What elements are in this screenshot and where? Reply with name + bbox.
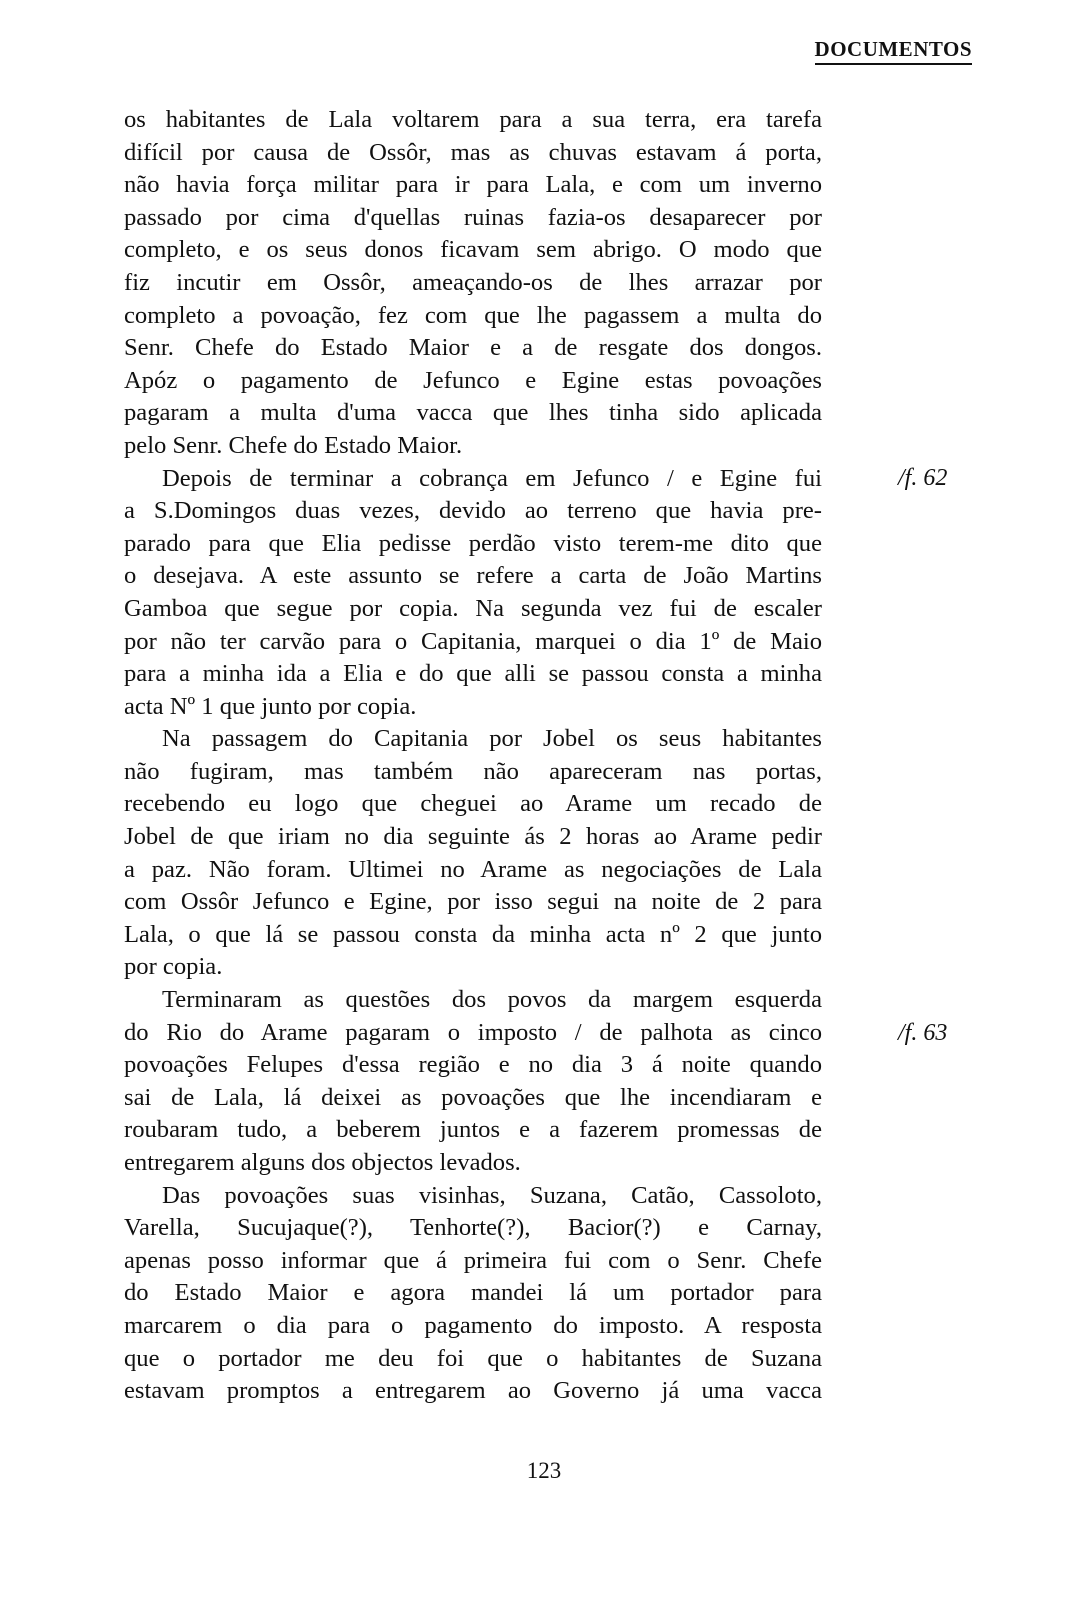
text-line: do Estado Maior e agora mandei lá um portador para bbox=[124, 1279, 822, 1307]
text-line: parado para que Elia pedisse perdão visto terem-me dito que bbox=[124, 529, 822, 557]
text-line: povoações Felupes d'essa região e no dia 3 á noite quando bbox=[124, 1051, 822, 1079]
text-line: sai de Lala, lá deixei as povoações que lhe incendiaram e bbox=[124, 1083, 822, 1111]
text-line: fiz incutir em Ossôr, ameaçando-os de lhes arrazar por bbox=[124, 268, 822, 296]
margin-note-folio-63: /f. 63 bbox=[898, 1020, 948, 1046]
text-line: completo a povoação, fez com que lhe pagassem a multa do bbox=[124, 301, 822, 329]
text-line: Gamboa que segue por copia. Na segunda vez fui de escaler bbox=[124, 594, 822, 622]
text-line: Lala, o que lá se passou consta da minha acta nº 2 que junto bbox=[124, 920, 822, 948]
text-line: Jobel de que iriam no dia seguinte ás 2 horas ao Arame pedir bbox=[124, 823, 822, 851]
text-line: do Rio do Arame pagaram o imposto / de palhota as cinco bbox=[124, 1018, 822, 1046]
text-line: acta Nº 1 que junto por copia. bbox=[124, 692, 417, 720]
text-line: recebendo eu logo que cheguei ao Arame um recado de bbox=[124, 790, 822, 818]
text-line: completo, e os seus donos ficavam sem abrigo. O modo que bbox=[124, 236, 822, 264]
margin-note-folio-62: /f. 62 bbox=[898, 465, 948, 491]
text-line: entregarem alguns dos objectos levados. bbox=[124, 1149, 521, 1176]
text-line: o desejava. A este assunto se refere a carta de João Martins bbox=[124, 562, 822, 590]
text-line: Varella, Sucujaque(?), Tenhorte(?), Bacior(?) e Carnay, bbox=[124, 1214, 822, 1242]
running-header: DOCUMENTOS bbox=[815, 36, 972, 65]
text-line: para a minha ida a Elia e do que alli se passou consta a minha bbox=[124, 660, 822, 688]
text-line: por não ter carvão para o Capitania, marquei o dia 1º de Maio bbox=[124, 627, 822, 655]
text-line: Apóz o pagamento de Jefunco e Egine estas povoações bbox=[124, 366, 822, 394]
text-line: Terminaram as questões dos povos da margem esquerda bbox=[162, 986, 822, 1014]
text-line: pagaram a multa d'uma vacca que lhes tinha sido aplicada bbox=[124, 399, 822, 427]
text-line: Senr. Chefe do Estado Maior e a de resgate dos dongos. bbox=[124, 334, 822, 362]
text-line: marcarem o dia para o pagamento do imposto. A resposta bbox=[124, 1311, 822, 1339]
text-line: não havia força militar para ir para Lala, e com um inverno bbox=[124, 171, 822, 199]
text-line: os habitantes de Lala voltarem para a sua terra, era tarefa bbox=[124, 106, 822, 133]
body-text bbox=[124, 104, 822, 1408]
text-line: estavam promptos a entregarem ao Governo já uma vacca bbox=[124, 1377, 822, 1405]
text-line: Na passagem do Capitania por Jobel os seus habitantes bbox=[162, 725, 822, 753]
text-line: por copia. bbox=[124, 953, 223, 981]
text-line: a paz. Não foram. Ultimei no Arame as negociações de Lala bbox=[124, 855, 822, 883]
text-line: passado por cima d'quellas ruinas fazia-os desaparecer por bbox=[124, 203, 822, 231]
text-line: Das povoações suas visinhas, Suzana, Catão, Cassoloto, bbox=[162, 1181, 822, 1209]
text-line: com Ossôr Jefunco e Egine, por isso segui na noite de 2 para bbox=[124, 888, 822, 916]
text-line: roubaram tudo, a beberem juntos e a fazerem promessas de bbox=[124, 1116, 822, 1144]
page-number: 123 bbox=[526, 1458, 562, 1483]
text-line: que o portador me deu foi que o habitantes de Suzana bbox=[124, 1344, 822, 1372]
text-line: a S.Domingos duas vezes, devido ao terreno que havia pre- bbox=[124, 497, 822, 525]
text-line: Depois de terminar a cobrança em Jefunco / e Egine fui bbox=[162, 464, 822, 492]
text-line: difícil por causa de Ossôr, mas as chuvas estavam á porta, bbox=[124, 138, 822, 166]
text-line: apenas posso informar que á primeira fui com o Senr. Chefe bbox=[124, 1246, 822, 1274]
text-line: pelo Senr. Chefe do Estado Maior. bbox=[124, 431, 463, 459]
text-line: não fugiram, mas também não apareceram nas portas, bbox=[124, 757, 822, 785]
